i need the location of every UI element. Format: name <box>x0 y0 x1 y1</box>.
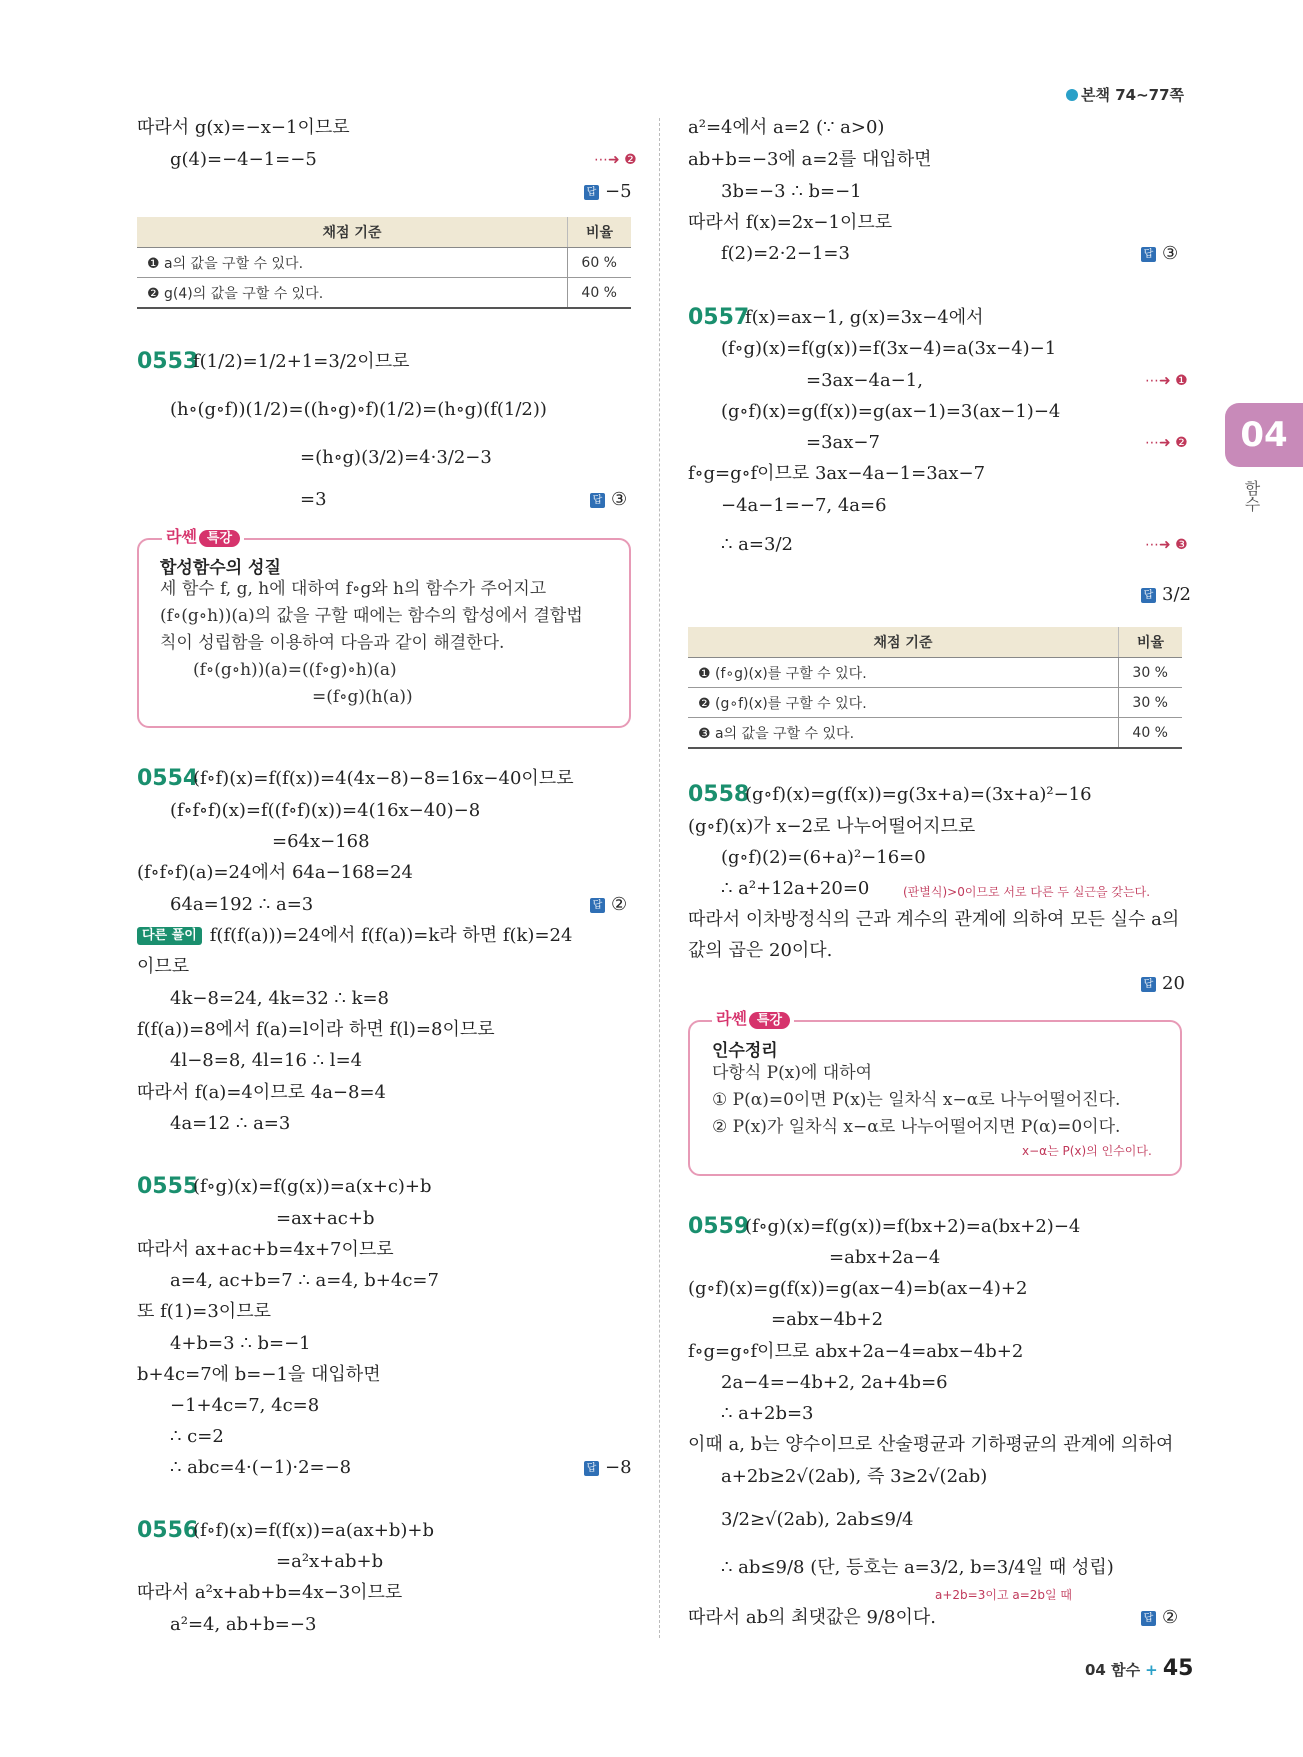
answer-icon: 답 <box>584 185 599 200</box>
solution-line: (g∘f)(x)=g(f(x))=g(ax−4)=b(ax−4)+2 <box>688 1278 1028 1299</box>
answer-value: ② <box>1162 1607 1179 1628</box>
solution-line: −4a−1=−7, 4a=6 <box>721 495 887 516</box>
criteria-ratio: 40 % <box>568 278 632 309</box>
criteria-ratio: 30 % <box>1119 688 1183 718</box>
solution-line: =3 <box>300 489 327 510</box>
answer-value: ③ <box>611 489 628 510</box>
circle-icon <box>1066 89 1078 101</box>
solution-line: =abx+2a−4 <box>829 1247 941 1268</box>
reference-text: 본책 74∼77쪽 <box>1081 86 1185 104</box>
solution-line: 따라서 ax+ac+b=4x+7이므로 <box>137 1239 394 1260</box>
page-footer <box>1085 1656 1193 1681</box>
solution-line: =(h∘g)(3/2)=4·3/2−3 <box>300 447 492 468</box>
criteria-ratio: 30 % <box>1119 658 1183 688</box>
alt-solution-line: 4l−8=8, 4l=16 ∴ l=4 <box>170 1050 363 1071</box>
criteria-ratio: 60 % <box>568 248 632 278</box>
answer-icon: 답 <box>1141 588 1156 603</box>
solution-line: =3ax−7 <box>806 432 880 453</box>
answer-icon: 답 <box>590 898 605 913</box>
step-marker: ⋯➜ ❶ <box>1145 373 1188 389</box>
alt-solution-line: 4a=12 ∴ a=3 <box>170 1113 291 1134</box>
alt-solution-line <box>137 921 572 951</box>
criteria-row: ❷ (g∘f)(x)를 구할 수 있다. <box>688 688 1119 718</box>
solution-line: =3ax−4a−1, <box>806 370 923 391</box>
page-reference <box>1066 84 1184 105</box>
solution-line: 따라서 ab의 최댓값은 9/8이다. <box>688 1607 936 1628</box>
problem-number-0559: 0559 <box>688 1214 750 1239</box>
footer-chapter: 04 함수 <box>1085 1661 1141 1679</box>
alt-solution-line: 4k−8=24, 4k=32 ∴ k=8 <box>170 988 390 1009</box>
solution-line: (f∘g)(x)=f(g(x))=a(x+c)+b <box>193 1176 432 1197</box>
solution-line: (f∘f∘f)(a)=24에서 64a−168=24 <box>137 862 414 883</box>
criteria-row: ❶ (f∘g)(x)를 구할 수 있다. <box>688 658 1119 688</box>
solution-line: 4+b=3 ∴ b=−1 <box>170 1333 311 1354</box>
problem-number-0554: 0554 <box>137 766 199 791</box>
alt-solution-line: f(f(a))=8에서 f(a)=l이라 하면 f(l)=8이므로 <box>137 1019 495 1040</box>
solution-line: (g∘f)(x)가 x−2로 나누어떨어지므로 <box>688 816 976 837</box>
criteria-ratio: 40 % <box>1119 718 1183 749</box>
answer-value: ③ <box>1162 243 1179 264</box>
answer <box>1141 239 1178 269</box>
intro-line-2: g(4)=−4−1=−5 <box>170 149 317 170</box>
tip-box-tag <box>162 524 244 547</box>
tip-box-line: 세 함수 f, g, h에 대하여 f∘g와 h의 함수가 주어지고 <box>160 579 547 599</box>
answer-icon: 답 <box>1141 247 1156 262</box>
problem-number-0556: 0556 <box>137 1518 199 1543</box>
criteria-table-1 <box>137 217 631 309</box>
answer-value: 20 <box>1162 973 1185 994</box>
answer <box>584 1453 632 1483</box>
solution-line: (g∘f)(2)=(6+a)²−16=0 <box>721 847 926 868</box>
solution-line: a=4, ac+b=7 ∴ a=4, b+4c=7 <box>170 1270 439 1291</box>
answer-value: −8 <box>605 1457 632 1478</box>
solution-line: (g∘f)(x)=g(f(x))=g(ax−1)=3(ax−1)−4 <box>721 401 1061 422</box>
solution-line: ∴ ab≤9/8 (단, 등호는 a=3/2, b=3/4일 때 성립) <box>721 1557 1114 1578</box>
alt-solution-line: 따라서 f(a)=4이므로 4a−8=4 <box>137 1082 386 1103</box>
ratio-header: 비율 <box>1119 627 1183 658</box>
solution-line: 또 f(1)=3이므로 <box>137 1301 271 1322</box>
criteria-row: ❸ a의 값을 구할 수 있다. <box>688 718 1119 749</box>
solution-line: ∴ a=3/2 <box>721 534 793 555</box>
answer-value: −5 <box>605 181 632 202</box>
solution-line: f(1/2)=1/2+1=3/2이므로 <box>193 351 410 372</box>
solution-line: f∘g=g∘f이므로 3ax−4a−1=3ax−7 <box>688 463 986 484</box>
chapter-tab-label: 함수 <box>1242 480 1261 512</box>
tip-tag-label: 라쎈 <box>166 527 197 546</box>
tip-box-line: (f∘(g∘h))(a)의 값을 구할 때에는 함수의 합성에서 결합법 <box>160 606 583 626</box>
solution-line: 이때 a, b는 양수이므로 산술평균과 기하평균의 관계에 의하여 <box>688 1434 1174 1455</box>
solution-line: ab+b=−3에 a=2를 대입하면 <box>688 149 932 170</box>
solution-line: (f∘g)(x)=f(g(x))=f(bx+2)=a(bx+2)−4 <box>745 1216 1081 1237</box>
solution-line: b+4c=7에 b=−1을 대입하면 <box>137 1364 381 1385</box>
solution-line: (f∘g)(x)=f(g(x))=f(3x−4)=a(3x−4)−1 <box>721 338 1057 359</box>
solution-line: 3/2≥√(2ab), 2ab≤9/4 <box>721 1509 914 1530</box>
solution-line: (g∘f)(x)=g(f(x))=g(3x+a)=(3x+a)²−16 <box>745 784 1092 805</box>
tip-box-title: 합성함수의 성질 <box>160 558 281 578</box>
step-marker: ⋯➜ ❷ <box>1145 435 1188 451</box>
answer <box>1141 580 1191 610</box>
answer-icon: 답 <box>1141 1611 1156 1626</box>
discriminant-note: (판별식)>0이므로 서로 다른 두 실근을 갖는다. <box>903 885 1151 899</box>
solution-line: 따라서 이차방정식의 근과 계수의 관계에 의하여 모든 실수 a의 <box>688 909 1180 930</box>
step-marker: ⋯➜ ❷ <box>594 152 637 168</box>
column-divider <box>659 118 660 1638</box>
ratio-header: 비율 <box>568 217 632 248</box>
solution-line: =a²x+ab+b <box>276 1551 384 1572</box>
factor-note: x−α는 P(x)의 인수이다. <box>1022 1144 1152 1158</box>
answer-value: 3/2 <box>1162 584 1191 605</box>
criteria-row: ❷ g(4)의 값을 구할 수 있다. <box>137 278 568 309</box>
problem-number-0553: 0553 <box>137 349 199 374</box>
intro-line-1: 따라서 g(x)=−x−1이므로 <box>137 117 350 138</box>
solution-line: 2a−4=−4b+2, 2a+4b=6 <box>721 1372 948 1393</box>
answer-icon: 답 <box>584 1461 599 1476</box>
answer <box>584 177 632 207</box>
solution-line: a+2b≥2√(2ab), 즉 3≥2√(2ab) <box>721 1466 988 1487</box>
criteria-table-2 <box>688 627 1182 749</box>
solution-line: f(2)=2·2−1=3 <box>721 243 850 264</box>
solution-line: ∴ abc=4·(−1)·2=−8 <box>170 1457 352 1478</box>
criteria-header: 채점 기준 <box>688 627 1119 658</box>
alt-solution-badge: 다른 풀이 <box>137 927 202 945</box>
criteria-header: 채점 기준 <box>137 217 568 248</box>
solution-line: ∴ c=2 <box>170 1426 224 1447</box>
solution-line: a²=4에서 a=2 (∵ a>0) <box>688 117 885 138</box>
tip-tag-label: 라쎈 <box>716 1009 747 1028</box>
tip-box-title: 인수정리 <box>712 1041 778 1061</box>
tip-box-line: =(f∘g)(h(a)) <box>312 687 413 707</box>
solution-line: 3b=−3 ∴ b=−1 <box>721 181 862 202</box>
tip-box-line: ② P(x)가 일차식 x−α로 나누어떨어지면 P(α)=0이다. <box>712 1117 1121 1137</box>
solution-line: 따라서 f(x)=2x−1이므로 <box>688 212 893 233</box>
solution-line: 64a=192 ∴ a=3 <box>170 894 314 915</box>
alt-solution-text: f(f(f(a)))=24에서 f(f(a))=k라 하면 f(k)=24 <box>209 925 573 946</box>
plus-icon: + <box>1145 1661 1158 1679</box>
solution-line: (f∘f∘f)(x)=f((f∘f)(x))=4(16x−40)−8 <box>170 800 481 821</box>
solution-line: (f∘f)(x)=f(f(x))=a(ax+b)+b <box>193 1520 434 1541</box>
problem-number-0557: 0557 <box>688 305 750 330</box>
tip-box-line: 다항식 P(x)에 대하여 <box>712 1063 873 1083</box>
equality-note: a+2b=3이고 a=2b일 때 <box>935 1588 1073 1602</box>
solution-line: −1+4c=7, 4c=8 <box>170 1395 320 1416</box>
alt-solution-line: 이므로 <box>137 956 190 977</box>
solution-line: 값의 곱은 20이다. <box>688 940 833 961</box>
solution-line: =ax+ac+b <box>276 1208 375 1229</box>
solution-line: a²=4, ab+b=−3 <box>170 1614 317 1635</box>
tip-tag-badge: 특강 <box>749 1012 790 1029</box>
answer <box>590 890 627 920</box>
criteria-row: ❶ a의 값을 구할 수 있다. <box>137 248 568 278</box>
answer <box>1141 1603 1178 1633</box>
chapter-tab: 04 <box>1225 403 1303 467</box>
answer <box>590 485 627 515</box>
solution-line: (f∘f)(x)=f(f(x))=4(4x−8)−8=16x−40이므로 <box>193 768 574 789</box>
answer <box>1141 969 1185 999</box>
answer-icon: 답 <box>590 493 605 508</box>
solution-line: ∴ a+2b=3 <box>721 1403 814 1424</box>
solution-line: f(x)=ax−1, g(x)=3x−4에서 <box>745 307 984 328</box>
answer-value: ② <box>611 894 628 915</box>
solution-line: =abx−4b+2 <box>771 1309 884 1330</box>
problem-number-0555: 0555 <box>137 1174 199 1199</box>
tip-box-line: 칙이 성립함을 이용하여 다음과 같이 해결한다. <box>160 633 505 653</box>
solution-line: ∴ a²+12a+20=0 <box>721 878 870 899</box>
problem-number-0558: 0558 <box>688 782 750 807</box>
tip-box-line: (f∘(g∘h))(a)=((f∘g)∘h)(a) <box>193 660 397 680</box>
tip-tag-badge: 특강 <box>199 530 240 547</box>
page-number: 45 <box>1162 1656 1194 1681</box>
solution-line: f∘g=g∘f이므로 abx+2a−4=abx−4b+2 <box>688 1341 1024 1362</box>
step-marker: ⋯➜ ❸ <box>1145 537 1188 553</box>
solution-line: =64x−168 <box>272 831 370 852</box>
solution-line: 따라서 a²x+ab+b=4x−3이므로 <box>137 1582 403 1603</box>
answer-icon: 답 <box>1141 977 1156 992</box>
solution-line: (h∘(g∘f))(1/2)=((h∘g)∘f)(1/2)=(h∘g)(f(1/2)) <box>170 399 547 420</box>
tip-box-line: ① P(α)=0이면 P(x)는 일차식 x−α로 나누어떨어진다. <box>712 1090 1121 1110</box>
tip-box-tag <box>712 1006 794 1029</box>
